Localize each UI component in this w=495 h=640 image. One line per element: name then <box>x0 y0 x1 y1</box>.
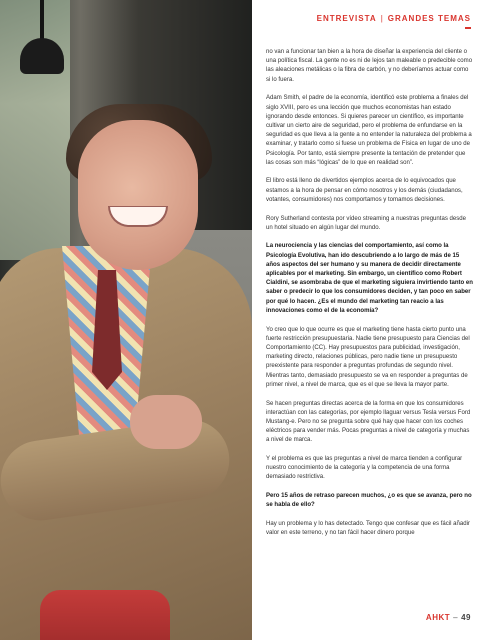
section-header <box>317 14 471 23</box>
magazine-brand: AHKT <box>425 613 451 622</box>
face <box>78 120 198 270</box>
red-trousers <box>40 590 170 640</box>
pendant-lamp <box>20 38 64 74</box>
paragraph: Y el problema es que las preguntas a nivel de marca tienden a configurar nuestro conocimiento de la categoría y la competencia de una forma demasiado restrictiva. <box>266 456 463 481</box>
paragraph: Yo creo que lo que ocurre es que el marketing tiene hasta cierto punto una fuerte restricción presupuestaria. Nadie tiene presupuesto para Ciencias del Comportamiento (CC). Hay presupuestos para publicidad, investigación, marketing directo, relaciones públicas, pero nadie tiene un presupuesto preexistente para responder a preguntas profundas de segundo nivel. Mientras tanto, demasiado presupuesto se va en responder a preguntas de primer nivel, a nivel de marca, que es el que se lleva la mayor parte. <box>266 326 470 388</box>
paragraph: Adam Smith, el padre de la economía, identificó este problema a finales del siglo XVIII, pero es una lección que muchos economistas han estado ignorando desde entonces. Si quieres parecer un científico, es importante cultivar un cierto aire de seguridad, pero el problema de enfundarse en la seguridad es que lleva a la gente a no entender la naturaleza del problema a examinar, y tratarlo como si fuese un problema de Física en lugar de uno de Psicología. Por tanto, está siempre presente la tentación de pretender que las cosas son más “lógicas” de lo que en realidad son”. <box>266 95 472 166</box>
interview-question: La neurociencia y las ciencias del comportamiento, así como la Psicología Evolutiva, han ido descubriendo a lo largo de más de 15 años aspectos del ser humano y su manera de decidir directamente aplicables por el marketing. Sin embargo, un científico como Robert Cialdini, se asombraba de que el marketing siguiera invirtiendo tanto en saber o predecir lo que los consumidores deciden, y tan poco en saber por qué lo hacen. ¿Es el mundo del marketing tan reacio a las innovaciones como el de la economía? <box>266 243 473 314</box>
interview-question: Pero 15 años de retraso parecen muchos, ¿o es que se avanza, pero no se habla de ello? <box>266 493 472 509</box>
section-label: ENTREVISTA <box>316 14 377 23</box>
paragraph: Rory Sutherland contesta por vídeo streaming a nuestras preguntas desde un hotel situado en algún lugar del mundo. <box>266 215 467 231</box>
hand <box>130 395 202 449</box>
paragraph: Se hacen preguntas directas acerca de la forma en que los consumidores interactúan con las categorías, por ejemplo llaguar versus Tesla versus Ford Mustang-e. Pero no se pregunta sobre qué hay que hacer con los coches eléctricos para vender más. Pocas preguntas a nivel de categoría y muchas a nivel de marca. <box>266 400 471 444</box>
paragraph: El libro está lleno de divertidos ejemplos acerca de lo equivocados que estamos a la hora de pensar en cómo nosotros y los demás (ciudadanos, votantes, consumidores) nos comportamos y tomamos decisiones. <box>266 178 463 203</box>
header-separator: | <box>380 14 384 23</box>
page-number: 49 <box>461 613 471 622</box>
lamp-cord <box>40 0 44 40</box>
paragraph: no van a funcionar tan bien a la hora de diseñar la experiencia del cliente o una política fiscal. La gente no es ni de lejos tan maleable o predecible como las aleaciones metálicas o la fibra de carbón, y no deberíamos actuar como si lo fuera. <box>266 49 473 83</box>
page-footer <box>426 613 471 622</box>
footer-dash: – <box>453 613 459 622</box>
paragraph: Hay un problema y lo has detectado. Tengo que confesar que es fácil añadir valor en este terreno, y no tan fácil hacer dinero porque <box>266 521 470 537</box>
header-rule <box>465 27 471 29</box>
subsection-label: GRANDES TEMAS <box>387 14 471 23</box>
article-body <box>266 48 474 548</box>
